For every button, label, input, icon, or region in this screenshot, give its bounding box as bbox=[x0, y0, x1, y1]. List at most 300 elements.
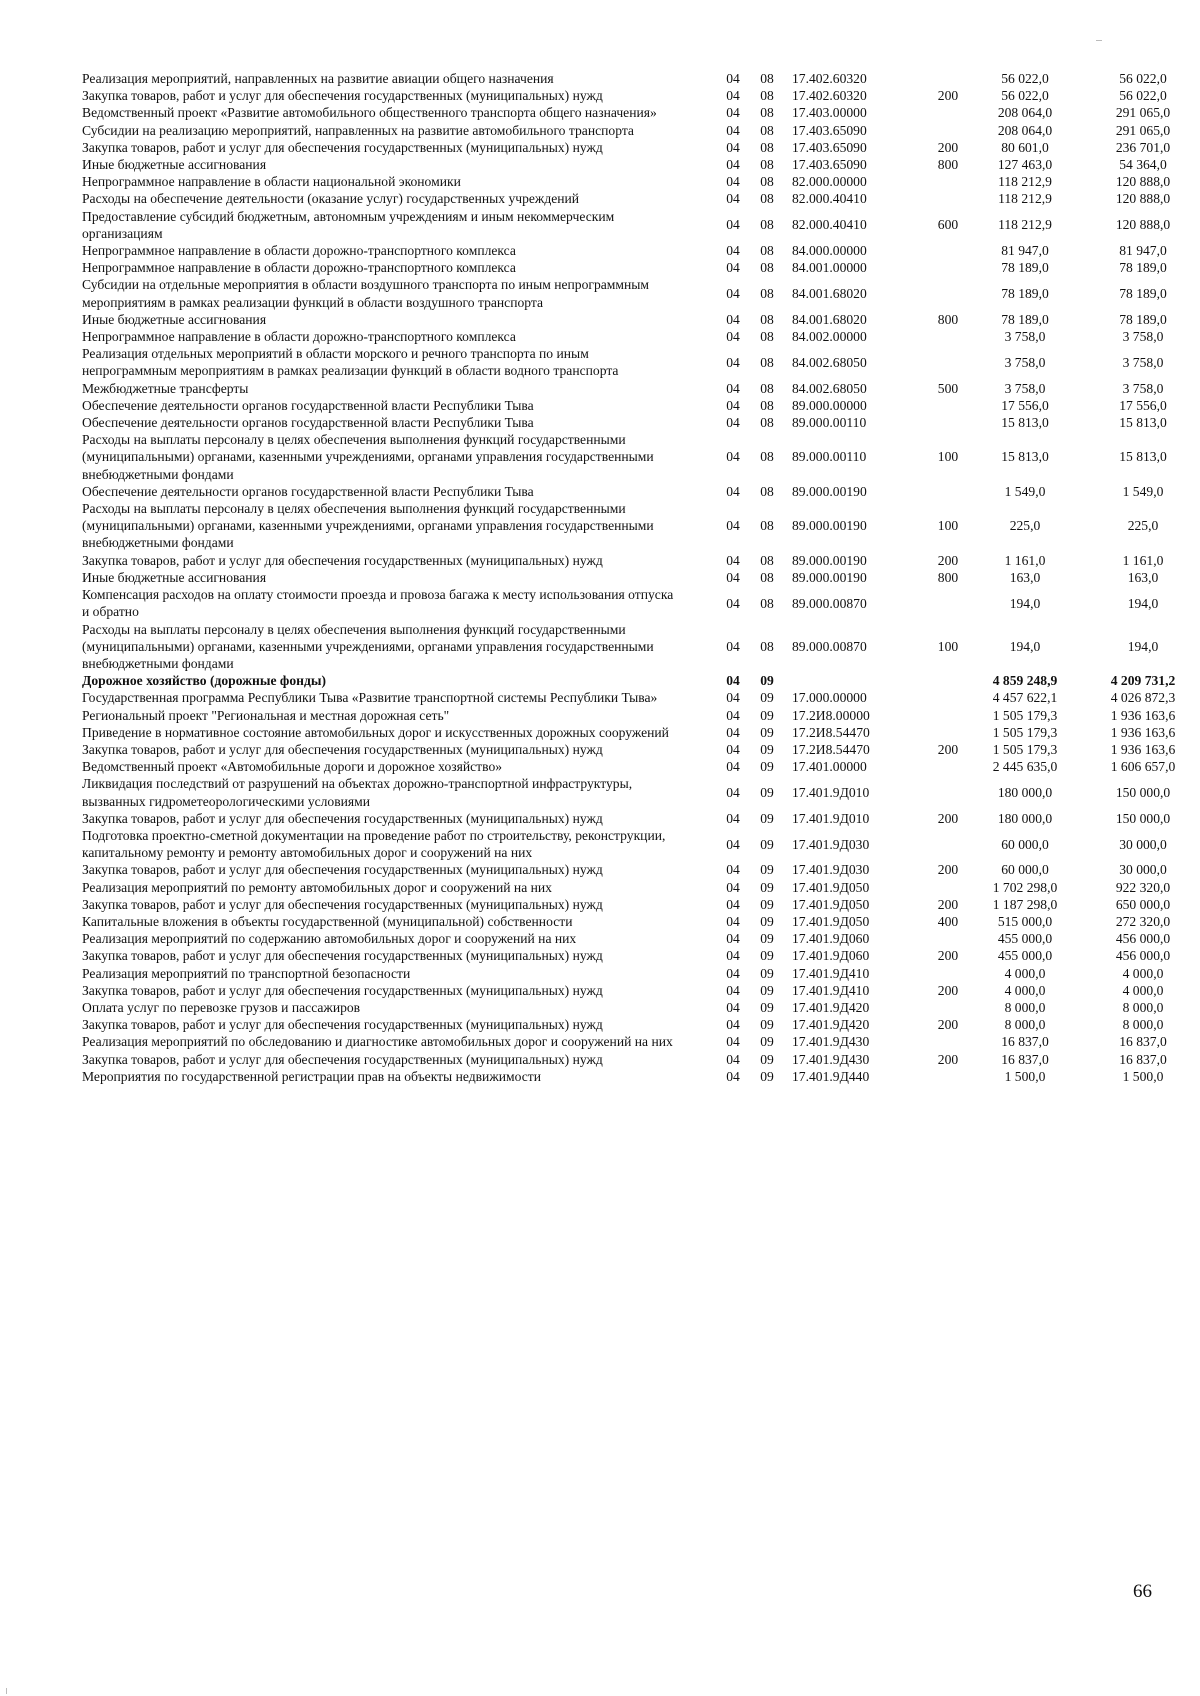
subsection-code: 09 bbox=[760, 784, 774, 800]
row-name: Подготовка проектно-сметной документации на проведение работ по строительству, реконструкции, капитальному ремонту и ремонту автомобильных дорог и сооружений на них bbox=[82, 827, 666, 861]
section-code: 04 bbox=[726, 174, 740, 190]
expense-type-code bbox=[928, 724, 968, 741]
amount-year-2: 1 549,0 bbox=[1122, 483, 1164, 499]
amount-year-1: 118 212,9 bbox=[998, 174, 1052, 190]
target-article-code: 89.000.00110 bbox=[792, 449, 867, 465]
amount-year-2: 4 000,0 bbox=[1122, 965, 1164, 981]
subsection-code: 08 bbox=[760, 569, 774, 585]
target-article-code: 17.401.9Д430 bbox=[792, 1051, 870, 1067]
section-code: 04 bbox=[726, 157, 740, 173]
target-article-code: 17.401.9Д410 bbox=[792, 965, 870, 981]
section-code: 04 bbox=[726, 1068, 740, 1084]
amount-year-2: 194,0 bbox=[1127, 595, 1159, 611]
amount-year-1: 180 000,0 bbox=[997, 784, 1053, 800]
scan-mark bbox=[6, 1688, 7, 1694]
subsection-code: 08 bbox=[760, 380, 774, 396]
amount-year-2: 17 556,0 bbox=[1119, 397, 1167, 413]
subsection-code: 09 bbox=[760, 948, 774, 964]
section-code: 04 bbox=[726, 810, 740, 826]
amount-year-2: 16 837,0 bbox=[1119, 1051, 1167, 1067]
target-article-code: 89.000.00000 bbox=[792, 397, 867, 413]
subsection-code: 08 bbox=[760, 329, 774, 345]
subsection-code: 08 bbox=[760, 157, 774, 173]
section-code: 04 bbox=[726, 260, 740, 276]
target-article-code: 89.000.00110 bbox=[792, 415, 867, 431]
row-name: Закупка товаров, работ и услуг для обеспечения государственных (муниципальных) нужд bbox=[82, 1017, 603, 1033]
amount-year-2: 456 000,0 bbox=[1115, 948, 1171, 964]
amount-year-2: 81 947,0 bbox=[1119, 243, 1167, 259]
expense-type-code bbox=[928, 930, 968, 947]
row-name: Компенсация расходов на оплату стоимости проезда и провоза багажа к месту использования отпуска и обратно bbox=[82, 587, 674, 620]
section-code: 04 bbox=[726, 354, 740, 370]
amount-year-1: 80 601,0 bbox=[1001, 139, 1049, 155]
expense-type-code bbox=[928, 173, 968, 190]
table-row bbox=[82, 827, 1200, 861]
row-name: Закупка товаров, работ и услуг для обеспечения государственных (муниципальных) нужд bbox=[82, 982, 603, 998]
row-name: Мероприятия по государственной регистрации прав на объекты недвижимости bbox=[82, 1068, 541, 1084]
amount-year-1: 194,0 bbox=[1009, 595, 1041, 611]
section-code: 04 bbox=[726, 690, 740, 706]
expense-type-code: 800 bbox=[937, 311, 959, 327]
table-row bbox=[82, 122, 1200, 139]
row-name: Обеспечение деятельности органов государственной власти Республики Тыва bbox=[82, 415, 534, 431]
subsection-code: 08 bbox=[760, 552, 774, 568]
table-row bbox=[82, 242, 1200, 259]
amount-year-2: 1 936 163,6 bbox=[1110, 707, 1176, 723]
table-row bbox=[82, 139, 1200, 156]
expense-type-code bbox=[928, 689, 968, 706]
amount-year-1: 60 000,0 bbox=[1001, 862, 1049, 878]
section-code: 04 bbox=[726, 948, 740, 964]
subsection-code: 09 bbox=[760, 759, 774, 775]
amount-year-1: 1 187 298,0 bbox=[992, 896, 1058, 912]
amount-year-1: 1 500,0 bbox=[1004, 1068, 1046, 1084]
target-article-code: 17.401.9Д060 bbox=[792, 931, 870, 947]
table-row bbox=[82, 982, 1200, 999]
amount-year-1: 1 161,0 bbox=[1004, 552, 1046, 568]
amount-year-2: 120 888,0 bbox=[1115, 191, 1171, 207]
table-row bbox=[82, 861, 1200, 878]
amount-year-2: 650 000,0 bbox=[1115, 896, 1171, 912]
table-row bbox=[82, 190, 1200, 207]
row-name: Расходы на обеспечение деятельности (оказание услуг) государственных учреждений bbox=[82, 191, 580, 207]
subsection-code: 09 bbox=[760, 896, 774, 912]
section-code: 04 bbox=[726, 982, 740, 998]
table-row bbox=[82, 930, 1200, 947]
target-article-code: 84.002.00000 bbox=[792, 329, 867, 345]
table-row bbox=[82, 569, 1200, 586]
amount-year-2: 3 758,0 bbox=[1122, 380, 1164, 396]
expense-type-code bbox=[928, 827, 968, 861]
subsection-code: 09 bbox=[760, 673, 774, 689]
amount-year-1: 1 702 298,0 bbox=[992, 879, 1058, 895]
amount-year-2: 1 936 163,6 bbox=[1110, 724, 1176, 740]
target-article-code: 82.000.00000 bbox=[792, 174, 867, 190]
table-row bbox=[82, 707, 1200, 724]
table-row bbox=[82, 311, 1200, 328]
table-row bbox=[82, 552, 1200, 569]
target-article-code: 82.000.40410 bbox=[792, 191, 867, 207]
amount-year-1: 1 505 179,3 bbox=[992, 724, 1058, 740]
amount-year-1: 455 000,0 bbox=[997, 931, 1053, 947]
expense-type-code: 800 bbox=[937, 569, 959, 585]
section-code: 04 bbox=[726, 724, 740, 740]
target-article-code: 17.401.9Д050 bbox=[792, 879, 870, 895]
amount-year-2: 1 606 657,0 bbox=[1110, 759, 1176, 775]
row-name: Реализация отдельных мероприятий в области морского и речного транспорта по иным непрограммным мероприятиям в рамках реализации функций в области водного транспорта bbox=[82, 346, 619, 379]
expense-type-code bbox=[928, 104, 968, 121]
subsection-code: 08 bbox=[760, 191, 774, 207]
expense-type-code: 200 bbox=[937, 1017, 959, 1033]
amount-year-1: 56 022,0 bbox=[1001, 88, 1049, 104]
section-code: 04 bbox=[726, 552, 740, 568]
amount-year-2: 236 701,0 bbox=[1115, 139, 1171, 155]
expense-type-code bbox=[928, 1033, 968, 1050]
row-name: Расходы на выплаты персоналу в целях обеспечения выполнения функций государственными (муниципальными) органами, казенными учреждениями, органами управления государственными внебюджетными фондами bbox=[82, 621, 654, 671]
amount-year-1: 455 000,0 bbox=[997, 948, 1053, 964]
amount-year-2: 78 189,0 bbox=[1119, 260, 1167, 276]
amount-year-2: 291 065,0 bbox=[1115, 122, 1171, 138]
table-row bbox=[82, 896, 1200, 913]
amount-year-1: 60 000,0 bbox=[1001, 836, 1049, 852]
amount-year-1: 78 189,0 bbox=[1001, 311, 1049, 327]
section-code: 04 bbox=[726, 741, 740, 757]
amount-year-1: 208 064,0 bbox=[997, 105, 1053, 121]
amount-year-2: 150 000,0 bbox=[1115, 784, 1171, 800]
amount-year-1: 15 813,0 bbox=[1001, 449, 1049, 465]
row-name: Субсидии на реализацию мероприятий, направленных на развитие автомобильного транспорта bbox=[82, 122, 634, 138]
row-name: Ликвидация последствий от разрушений на объектах дорожно-транспортной инфраструктуры, вызванных гидрометеорологическими условиями bbox=[82, 776, 633, 809]
amount-year-2: 3 758,0 bbox=[1122, 329, 1164, 345]
row-name: Непрограммное направление в области национальной экономики bbox=[82, 174, 461, 190]
subsection-code: 08 bbox=[760, 139, 774, 155]
table-row bbox=[82, 500, 1200, 552]
expense-type-code: 600 bbox=[937, 217, 959, 233]
table-row bbox=[82, 999, 1200, 1016]
expense-type-code: 200 bbox=[937, 896, 959, 912]
table-row bbox=[82, 621, 1200, 673]
amount-year-2: 8 000,0 bbox=[1122, 999, 1164, 1015]
amount-year-2: 15 813,0 bbox=[1119, 415, 1167, 431]
target-article-code: 89.000.00190 bbox=[792, 569, 867, 585]
subsection-code: 08 bbox=[760, 638, 774, 654]
table-row bbox=[82, 689, 1200, 706]
row-name: Закупка товаров, работ и услуг для обеспечения государственных (муниципальных) нужд bbox=[82, 1051, 603, 1067]
table-row bbox=[82, 672, 1200, 689]
amount-year-1: 4 000,0 bbox=[1004, 982, 1046, 998]
row-name: Обеспечение деятельности органов государственной власти Республики Тыва bbox=[82, 483, 534, 499]
subsection-code: 08 bbox=[760, 449, 774, 465]
subsection-code: 08 bbox=[760, 217, 774, 233]
subsection-code: 09 bbox=[760, 862, 774, 878]
table-row bbox=[82, 483, 1200, 500]
row-name: Реализация мероприятий по транспортной безопасности bbox=[82, 965, 411, 981]
amount-year-1: 180 000,0 bbox=[997, 810, 1053, 826]
table-row bbox=[82, 1051, 1200, 1068]
table-row bbox=[82, 414, 1200, 431]
subsection-code: 09 bbox=[760, 690, 774, 706]
section-code: 04 bbox=[726, 105, 740, 121]
section-code: 04 bbox=[726, 707, 740, 723]
amount-year-2: 163,0 bbox=[1127, 569, 1159, 585]
amount-year-2: 15 813,0 bbox=[1119, 449, 1167, 465]
table-row bbox=[82, 913, 1200, 930]
section-code: 04 bbox=[726, 329, 740, 345]
target-article-code: 17.2И8.54470 bbox=[792, 724, 870, 740]
subsection-code: 09 bbox=[760, 810, 774, 826]
table-row bbox=[82, 104, 1200, 121]
target-article-code: 17.401.9Д410 bbox=[792, 982, 870, 998]
subsection-code: 09 bbox=[760, 1034, 774, 1050]
page-number: 66 bbox=[1133, 1581, 1152, 1602]
amount-year-2: 120 888,0 bbox=[1115, 217, 1171, 233]
table-row bbox=[82, 397, 1200, 414]
target-article-code: 89.000.00870 bbox=[792, 595, 867, 611]
amount-year-1: 1 505 179,3 bbox=[992, 707, 1058, 723]
amount-year-2: 150 000,0 bbox=[1115, 810, 1171, 826]
expense-type-code bbox=[928, 672, 968, 689]
subsection-code: 09 bbox=[760, 1051, 774, 1067]
amount-year-1: 194,0 bbox=[1009, 638, 1041, 654]
section-code: 04 bbox=[726, 191, 740, 207]
amount-year-2: 194,0 bbox=[1127, 638, 1159, 654]
row-name: Дорожное хозяйство (дорожные фонды) bbox=[82, 673, 326, 689]
row-name: Закупка товаров, работ и услуг для обеспечения государственных (муниципальных) нужд bbox=[82, 862, 603, 878]
expense-type-code: 200 bbox=[937, 810, 959, 826]
expense-type-code bbox=[928, 328, 968, 345]
amount-year-2: 1 936 163,6 bbox=[1110, 741, 1176, 757]
target-article-code: 17.401.9Д440 bbox=[792, 1068, 870, 1084]
row-name: Реализация мероприятий, направленных на развитие авиации общего назначения bbox=[82, 71, 554, 86]
expense-type-code bbox=[928, 999, 968, 1016]
expense-type-code bbox=[928, 879, 968, 896]
expense-type-code bbox=[928, 775, 968, 809]
amount-year-1: 163,0 bbox=[1009, 569, 1041, 585]
amount-year-2: 78 189,0 bbox=[1119, 311, 1167, 327]
expense-type-code: 200 bbox=[937, 862, 959, 878]
row-name: Непрограммное направление в области дорожно-транспортного комплекса bbox=[82, 329, 516, 345]
table-row bbox=[82, 1033, 1200, 1050]
expense-type-code bbox=[928, 242, 968, 259]
amount-year-1: 515 000,0 bbox=[997, 913, 1053, 929]
section-code: 04 bbox=[726, 311, 740, 327]
target-article-code: 17.401.9Д420 bbox=[792, 999, 870, 1015]
row-name: Приведение в нормативное состояние автомобильных дорог и искусственных дорожных сооружений bbox=[82, 724, 669, 740]
amount-year-1: 56 022,0 bbox=[1001, 71, 1049, 86]
target-article-code: 17.402.60320 bbox=[792, 71, 867, 86]
table-row bbox=[82, 87, 1200, 104]
subsection-code: 09 bbox=[760, 999, 774, 1015]
expense-type-code: 200 bbox=[937, 982, 959, 998]
subsection-code: 08 bbox=[760, 415, 774, 431]
table-row bbox=[82, 345, 1200, 379]
subsection-code: 08 bbox=[760, 595, 774, 611]
expense-type-code bbox=[928, 586, 968, 620]
section-code: 04 bbox=[726, 999, 740, 1015]
table-row bbox=[82, 775, 1200, 809]
target-article-code: 17.403.65090 bbox=[792, 139, 867, 155]
row-name: Реализация мероприятий по обследованию и диагностике автомобильных дорог и сооружений на них bbox=[82, 1034, 673, 1050]
target-article-code bbox=[784, 672, 928, 689]
amount-year-2: 4 000,0 bbox=[1122, 982, 1164, 998]
amount-year-1: 1 549,0 bbox=[1004, 483, 1046, 499]
expense-type-code: 200 bbox=[937, 741, 959, 757]
target-article-code: 17.403.65090 bbox=[792, 157, 867, 173]
expense-type-code: 500 bbox=[937, 380, 959, 396]
target-article-code: 84.001.68020 bbox=[792, 311, 867, 327]
amount-year-1: 17 556,0 bbox=[1001, 397, 1049, 413]
budget-table-body bbox=[82, 70, 1200, 1085]
amount-year-1: 3 758,0 bbox=[1004, 380, 1046, 396]
target-article-code: 84.002.68050 bbox=[792, 380, 867, 396]
target-article-code: 89.000.00190 bbox=[792, 518, 867, 534]
target-article-code: 17.401.00000 bbox=[792, 759, 867, 775]
table-row bbox=[82, 156, 1200, 173]
row-name: Государственная программа Республики Тыва «Развитие транспортной системы Республики Тыва» bbox=[82, 690, 658, 706]
row-name: Расходы на выплаты персоналу в целях обеспечения выполнения функций государственными (муниципальными) органами, казенными учреждениями, органами управления государственными внебюджетными фондами bbox=[82, 432, 654, 482]
section-code: 04 bbox=[726, 122, 740, 138]
section-code: 04 bbox=[726, 569, 740, 585]
target-article-code: 17.402.60320 bbox=[792, 88, 867, 104]
section-code: 04 bbox=[726, 139, 740, 155]
amount-year-1: 78 189,0 bbox=[1001, 260, 1049, 276]
subsection-code: 09 bbox=[760, 879, 774, 895]
table-row bbox=[82, 380, 1200, 397]
expense-type-code bbox=[928, 70, 968, 87]
table-row bbox=[82, 208, 1200, 242]
subsection-code: 08 bbox=[760, 354, 774, 370]
amount-year-1: 8 000,0 bbox=[1004, 999, 1046, 1015]
expense-type-code bbox=[928, 276, 968, 310]
row-name: Ведомственный проект «Автомобильные дороги и дорожное хозяйство» bbox=[82, 759, 503, 775]
expense-type-code bbox=[928, 397, 968, 414]
table-row bbox=[82, 879, 1200, 896]
table-row bbox=[82, 70, 1200, 87]
amount-year-2: 120 888,0 bbox=[1115, 174, 1171, 190]
amount-year-2: 3 758,0 bbox=[1122, 354, 1164, 370]
subsection-code: 09 bbox=[760, 724, 774, 740]
section-code: 04 bbox=[726, 1017, 740, 1033]
subsection-code: 09 bbox=[760, 965, 774, 981]
table-row bbox=[82, 947, 1200, 964]
amount-year-1: 3 758,0 bbox=[1004, 329, 1046, 345]
expense-type-code: 100 bbox=[937, 638, 959, 654]
subsection-code: 09 bbox=[760, 741, 774, 757]
amount-year-2: 8 000,0 bbox=[1122, 1017, 1164, 1033]
section-code: 04 bbox=[726, 1034, 740, 1050]
target-article-code: 89.000.00190 bbox=[792, 552, 867, 568]
target-article-code: 17.401.9Д030 bbox=[792, 862, 870, 878]
row-name: Закупка товаров, работ и услуг для обеспечения государственных (муниципальных) нужд bbox=[82, 741, 603, 757]
target-article-code: 17.2И8.00000 bbox=[792, 707, 870, 723]
amount-year-1: 15 813,0 bbox=[1001, 415, 1049, 431]
row-name: Закупка товаров, работ и услуг для обеспечения государственных (муниципальных) нужд bbox=[82, 810, 603, 826]
expense-type-code bbox=[928, 483, 968, 500]
target-article-code: 17.401.9Д420 bbox=[792, 1017, 870, 1033]
row-name: Капитальные вложения в объекты государственной (муниципальной) собственности bbox=[82, 913, 573, 929]
amount-year-1: 8 000,0 bbox=[1004, 1017, 1046, 1033]
target-article-code: 17.401.9Д060 bbox=[792, 948, 870, 964]
amount-year-1: 3 758,0 bbox=[1004, 354, 1046, 370]
amount-year-2: 922 320,0 bbox=[1115, 879, 1171, 895]
expense-type-code: 200 bbox=[937, 948, 959, 964]
section-code: 04 bbox=[726, 862, 740, 878]
subsection-code: 09 bbox=[760, 836, 774, 852]
amount-year-2: 225,0 bbox=[1127, 518, 1159, 534]
row-name: Иные бюджетные ассигнования bbox=[82, 311, 267, 327]
subsection-code: 09 bbox=[760, 931, 774, 947]
target-article-code: 84.000.00000 bbox=[792, 243, 867, 259]
section-code: 04 bbox=[726, 759, 740, 775]
subsection-code: 08 bbox=[760, 243, 774, 259]
expense-type-code bbox=[928, 707, 968, 724]
expense-type-code: 100 bbox=[937, 449, 959, 465]
table-row bbox=[82, 758, 1200, 775]
expense-type-code bbox=[928, 965, 968, 982]
subsection-code: 08 bbox=[760, 174, 774, 190]
amount-year-1: 225,0 bbox=[1009, 518, 1041, 534]
amount-year-2: 1 500,0 bbox=[1122, 1068, 1164, 1084]
target-article-code: 17.403.65090 bbox=[792, 122, 867, 138]
amount-year-1: 4 000,0 bbox=[1004, 965, 1046, 981]
amount-year-1: 16 837,0 bbox=[1001, 1051, 1049, 1067]
scan-mark bbox=[1096, 40, 1102, 41]
expense-type-code bbox=[928, 758, 968, 775]
section-code: 04 bbox=[726, 595, 740, 611]
expense-type-code bbox=[928, 190, 968, 207]
subsection-code: 09 bbox=[760, 1017, 774, 1033]
section-code: 04 bbox=[726, 784, 740, 800]
target-article-code: 17.401.9Д010 bbox=[792, 810, 870, 826]
section-code: 04 bbox=[726, 243, 740, 259]
row-name: Непрограммное направление в области дорожно-транспортного комплекса bbox=[82, 260, 516, 276]
table-row bbox=[82, 276, 1200, 310]
amount-year-1: 127 463,0 bbox=[997, 157, 1053, 173]
amount-year-1: 118 212,9 bbox=[998, 191, 1052, 207]
row-name: Расходы на выплаты персоналу в целях обеспечения выполнения функций государственными (муниципальными) органами, казенными учреждениями, органами управления государственными внебюджетными фондами bbox=[82, 501, 654, 551]
table-row bbox=[82, 1016, 1200, 1033]
subsection-code: 08 bbox=[760, 88, 774, 104]
amount-year-2: 54 364,0 bbox=[1119, 157, 1167, 173]
row-name: Реализация мероприятий по ремонту автомобильных дорог и сооружений на них bbox=[82, 879, 552, 895]
table-row bbox=[82, 1068, 1200, 1085]
target-article-code: 84.002.68050 bbox=[792, 354, 867, 370]
section-code: 04 bbox=[726, 380, 740, 396]
section-code: 04 bbox=[726, 286, 740, 302]
target-article-code: 89.000.00870 bbox=[792, 638, 867, 654]
subsection-code: 08 bbox=[760, 71, 774, 86]
row-name: Непрограммное направление в области дорожно-транспортного комплекса bbox=[82, 243, 516, 259]
expense-type-code bbox=[928, 1068, 968, 1085]
expense-type-code: 200 bbox=[937, 552, 959, 568]
subsection-code: 08 bbox=[760, 105, 774, 121]
row-name: Региональный проект "Региональная и местная дорожная сеть" bbox=[82, 707, 450, 723]
amount-year-1: 78 189,0 bbox=[1001, 286, 1049, 302]
amount-year-2: 16 837,0 bbox=[1119, 1034, 1167, 1050]
table-row bbox=[82, 741, 1200, 758]
section-code: 04 bbox=[726, 673, 740, 689]
section-code: 04 bbox=[726, 638, 740, 654]
target-article-code: 17.2И8.54470 bbox=[792, 741, 870, 757]
row-name: Закупка товаров, работ и услуг для обеспечения государственных (муниципальных) нужд bbox=[82, 896, 603, 912]
amount-year-1: 16 837,0 bbox=[1001, 1034, 1049, 1050]
table-row bbox=[82, 431, 1200, 483]
amount-year-2: 272 320,0 bbox=[1115, 913, 1171, 929]
subsection-code: 08 bbox=[760, 122, 774, 138]
section-code: 04 bbox=[726, 217, 740, 233]
expense-type-code: 400 bbox=[937, 913, 959, 929]
amount-year-2: 78 189,0 bbox=[1119, 286, 1167, 302]
